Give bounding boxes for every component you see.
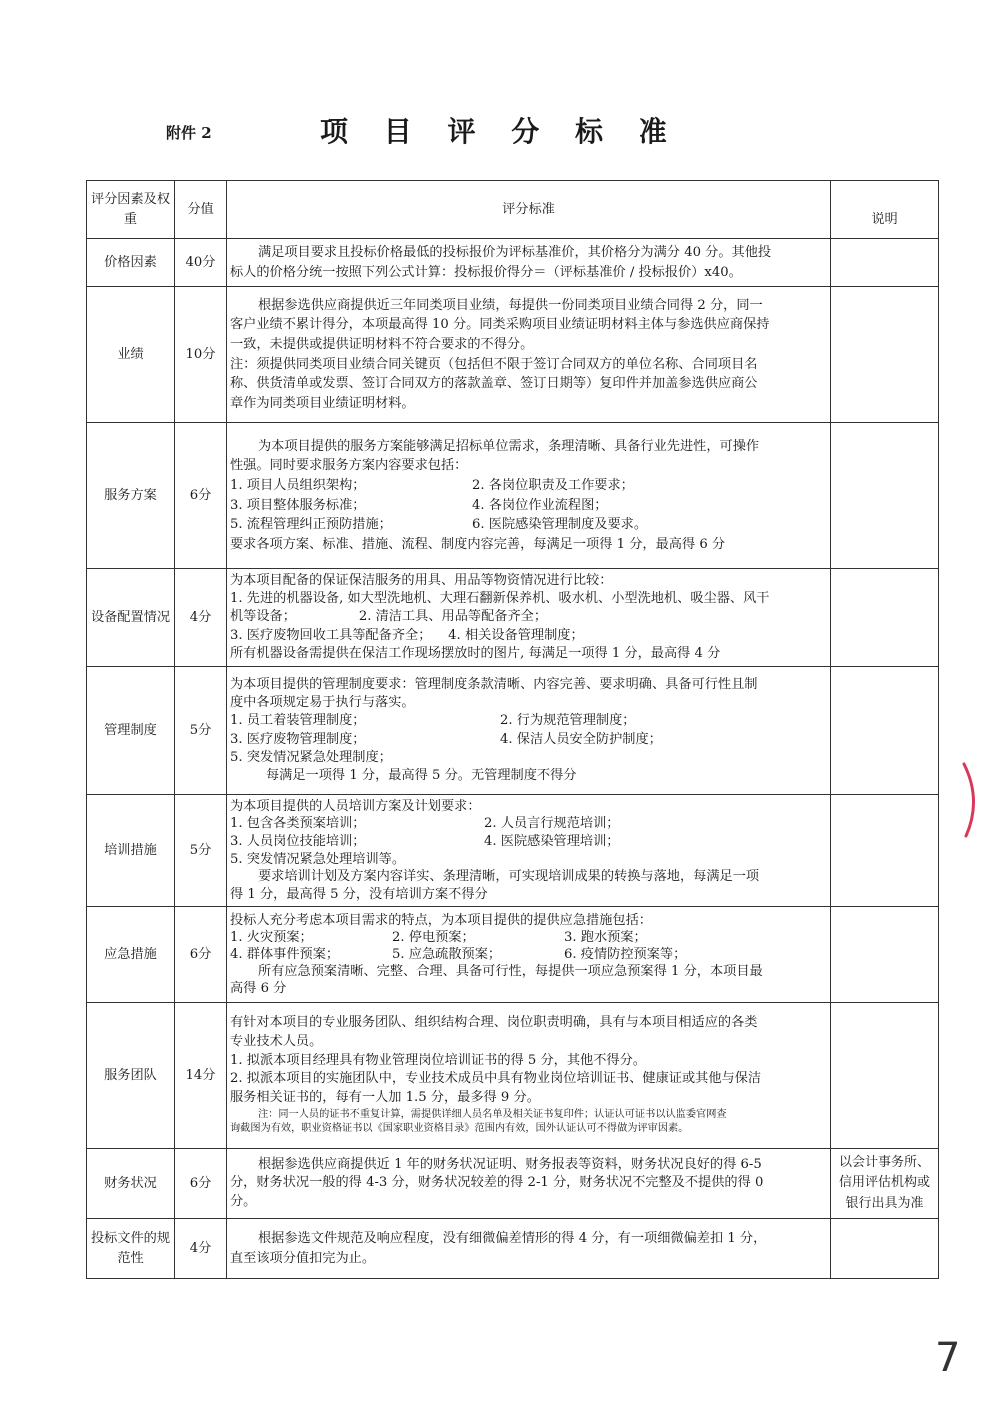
criteria-line: 性强。同时要求服务方案内容要求包括：	[230, 458, 468, 474]
criteria-item: 4. 各岗位作业流程图；	[472, 497, 608, 513]
criteria-line: 服务相关证书的，每有一人加 1.5 分，最多得 9 分。	[230, 1090, 540, 1106]
table-row	[87, 1149, 939, 1219]
row-note	[831, 667, 939, 795]
table-row	[87, 423, 939, 569]
row-note	[831, 287, 939, 423]
header-score: 分值	[175, 181, 227, 239]
row-factor: 业绩	[87, 287, 175, 423]
row-score: 14分	[175, 1003, 227, 1149]
row-factor: 应急措施	[87, 907, 175, 1003]
table-row	[87, 1003, 939, 1149]
criteria-line: 高得 6 分	[230, 981, 287, 997]
criteria-item: 1. 员工着装管理制度；	[230, 713, 366, 729]
criteria-item: 5. 突发情况紧急处理培训等。	[230, 851, 406, 867]
criteria-line: 为本项目提供的服务方案能够满足招标单位需求，条理清晰、具备行业先进性，可操作	[258, 438, 760, 454]
criteria-item-pair	[230, 712, 827, 730]
criteria-item: 5. 突发情况紧急处理制度；	[230, 749, 392, 765]
table-row	[87, 907, 939, 1003]
criteria-line: 根据参选供应商提供近三年同类项目业绩，每提供一份同类项目业绩合同得 2 分，同一	[258, 297, 763, 313]
row-note	[831, 1003, 939, 1149]
row-criteria	[227, 423, 831, 569]
criteria-item: 2. 人员言行规范培训；	[484, 816, 620, 832]
row-note	[831, 907, 939, 1003]
row-note	[831, 795, 939, 907]
criteria-line: 得 1 分，最高得 5 分，没有培训方案不得分	[230, 886, 488, 902]
criteria-line: 一致，未提供或提供证明材料不符合要求的不得分。	[230, 336, 534, 352]
row-score: 40分	[175, 239, 227, 287]
row-score: 5分	[175, 667, 227, 795]
criteria-line: 满足项目要求且投标价格最低的投标报价为评标基准价，其价格分为满分 40 分。其他投	[258, 244, 772, 260]
row-criteria	[227, 1149, 831, 1219]
row-note	[831, 1219, 939, 1279]
table-row	[87, 287, 939, 423]
row-criteria	[227, 795, 831, 907]
criteria-item: 3. 人员岗位技能培训；	[230, 833, 366, 849]
criteria-item: 1. 包含各类预案培训；	[230, 816, 366, 832]
row-criteria	[227, 1003, 831, 1149]
criteria-line: 度中各项规定易于执行与落实。	[230, 695, 415, 711]
page-number: 7	[935, 1335, 961, 1381]
criteria-line: 根据参选供应商提供近 1 年的财务状况证明、财务报表等资料，财务状况良好的得 6-5	[258, 1156, 762, 1172]
criteria-line: 所有应急预案清晰、完整、合理、具备可行性，每提供一项应急预案得 1 分，本项目最	[258, 964, 763, 980]
criteria-item: 2. 停电预案；	[392, 929, 475, 945]
row-note: 以会计事务所、信用评估机构或银行出具为准	[831, 1149, 939, 1219]
criteria-line: 1. 先进的机器设备, 如大型洗地机、大理石翻新保养机、吸水机、小型洗地机、吸尘器、风干	[230, 591, 770, 607]
criteria-item: 4. 医院感染管理培训；	[484, 833, 620, 849]
criteria-line: 每满足一项得 1 分，最高得 5 分。无管理制度不得分	[266, 767, 577, 783]
row-criteria	[227, 569, 831, 667]
criteria-line: 直至该项分值扣完为止。	[230, 1250, 376, 1266]
criteria-line: 专业技术人员。	[230, 1033, 323, 1049]
row-score: 6分	[175, 907, 227, 1003]
header-factor: 评分因素及权重	[87, 181, 175, 239]
row-criteria	[227, 287, 831, 423]
criteria-line: 要求各项方案、标准、措施、流程、制度内容完善，每满足一项得 1 分，最高得 6 分	[230, 536, 726, 552]
criteria-line: 要求培训计划及方案内容详实、条理清晰，可实现培训成果的转换与落地，每满足一项	[258, 869, 760, 885]
criteria-item-pair	[230, 476, 827, 496]
criteria-item-pair	[230, 515, 827, 535]
header-note: 说明	[831, 181, 939, 239]
row-note	[831, 423, 939, 569]
criteria-line: 2. 拟派本项目的实施团队中，专业技术成员中具有物业岗位培训证书、健康证或其他与保洁	[230, 1071, 762, 1087]
criteria-line: 为本项目提供的人员培训方案及计划要求：	[230, 798, 481, 814]
table-row	[87, 569, 939, 667]
criteria-line: 所有机器设备需提供在保洁工作现场摆放时的图片, 每满足一项得 1 分，最高得 4 分	[230, 645, 721, 661]
criteria-line: 章作为同类项目业绩证明材料。	[230, 395, 415, 411]
criteria-item: 3. 医疗废物管理制度；	[230, 731, 366, 747]
table-header-row	[87, 181, 939, 239]
criteria-line: 有针对本项目的专业服务团队、组织结构合理、岗位职责明确，具有与本项目相适应的各类	[230, 1015, 758, 1031]
criteria-item-pair	[230, 815, 827, 833]
criteria-item: 5. 应急疏散预案；	[392, 946, 502, 962]
row-score: 4分	[175, 1219, 227, 1279]
criteria-item-pair	[230, 851, 827, 869]
criteria-footnote: 询截图为有效，职业资格证书以《国家职业资格目录》范围内有效，国外认证认可不得做为评审因素。	[230, 1123, 689, 1135]
row-factor: 价格因素	[87, 239, 175, 287]
seal-stamp-fragment	[958, 760, 998, 840]
criteria-line: 分，财务状况一般的得 4-3 分，财务状况较差的得 2-1 分，财务状况不完整及不提供的得 0	[230, 1175, 764, 1191]
table-row	[87, 1219, 939, 1279]
criteria-line: 机等设备； 2. 清洁工具、用品等配备齐全；	[230, 609, 548, 625]
criteria-line: 客户业绩不累计得分，本项最高得 10 分。同类采购项目业绩证明材料主体与参选供应商保持	[230, 317, 770, 333]
criteria-item: 6. 医院感染管理制度及要求。	[472, 517, 648, 533]
row-note	[831, 239, 939, 287]
criteria-item-pair	[230, 731, 827, 749]
row-score: 4分	[175, 569, 227, 667]
criteria-line: 投标人充分考虑本项目需求的特点，为本项目提供的提供应急措施包括：	[230, 912, 652, 928]
criteria-item-triple	[230, 929, 827, 946]
criteria-item: 4. 保洁人员安全防护制度；	[500, 731, 662, 747]
criteria-item-pair	[230, 496, 827, 516]
row-score: 6分	[175, 423, 227, 569]
criteria-line: 为本项目提供的管理制度要求：管理制度条款清晰、内容完善、要求明确、具备可行性且制	[230, 676, 758, 692]
row-factor: 设备配置情况	[87, 569, 175, 667]
table-row	[87, 795, 939, 907]
criteria-item: 2. 行为规范管理制度；	[500, 713, 636, 729]
criteria-line: 3. 医疗废物回收工具等配备齐全； 4. 相关设备管理制度；	[230, 627, 584, 643]
criteria-item: 6. 疫情防控预案等；	[564, 946, 687, 962]
criteria-item-triple	[230, 946, 827, 963]
table-row	[87, 667, 939, 795]
criteria-item: 5. 流程管理纠正预防措施；	[230, 517, 392, 533]
row-factor: 培训措施	[87, 795, 175, 907]
row-score: 5分	[175, 795, 227, 907]
row-note	[831, 569, 939, 667]
row-factor: 服务方案	[87, 423, 175, 569]
attachment-label: 附件 2	[166, 124, 212, 142]
row-score: 10分	[175, 287, 227, 423]
row-criteria	[227, 667, 831, 795]
criteria-item: 1. 火灾预案；	[230, 929, 313, 945]
criteria-line: 标人的价格分统一按照下列公式计算：投标报价得分＝（评标基准价 / 投标报价）x40。	[230, 264, 742, 280]
criteria-item: 4. 群体事件预案；	[230, 946, 340, 962]
table-row	[87, 239, 939, 287]
scoring-table	[86, 180, 939, 1279]
row-factor: 投标文件的规范性	[87, 1219, 175, 1279]
criteria-item: 2. 各岗位职责及工作要求；	[472, 477, 634, 493]
row-criteria	[227, 907, 831, 1003]
criteria-footnote: 注：同一人员的证书不重复计算，需提供详细人员名单及相关证书复印件；认证认可证书以认监委官网查	[258, 1108, 727, 1120]
criteria-line: 注：须提供同类项目业绩合同关键页（包括但不限于签订合同双方的单位名称、合同项目名	[230, 356, 758, 372]
criteria-line: 称、供货清单或发票、签订合同双方的落款盖章、签订日期等）复印件并加盖参选供应商公	[230, 376, 758, 392]
row-score: 6分	[175, 1149, 227, 1219]
criteria-item-pair	[230, 833, 827, 851]
criteria-item: 3. 跑水预案；	[564, 929, 647, 945]
row-criteria	[227, 239, 831, 287]
row-factor: 服务团队	[87, 1003, 175, 1149]
row-criteria	[227, 1219, 831, 1279]
criteria-item-pair	[230, 749, 827, 767]
criteria-item: 3. 项目整体服务标准；	[230, 497, 366, 513]
row-factor: 管理制度	[87, 667, 175, 795]
criteria-line: 根据参选文件规范及响应程度，没有细微偏差情形的得 4 分，有一项细微偏差扣 1 分，	[258, 1230, 767, 1246]
criteria-item: 1. 项目人员组织架构；	[230, 477, 366, 493]
row-factor: 财务状况	[87, 1149, 175, 1219]
criteria-line: 1. 拟派本项目经理具有物业管理岗位培训证书的得 5 分，其他不得分。	[230, 1052, 646, 1068]
criteria-line: 分。	[230, 1193, 257, 1209]
page-title: 项 目 评 分 标 准	[320, 115, 680, 148]
criteria-line: 为本项目配备的保证保洁服务的用具、用品等物资情况进行比较：	[230, 572, 613, 588]
header-criteria: 评分标准	[227, 181, 831, 239]
